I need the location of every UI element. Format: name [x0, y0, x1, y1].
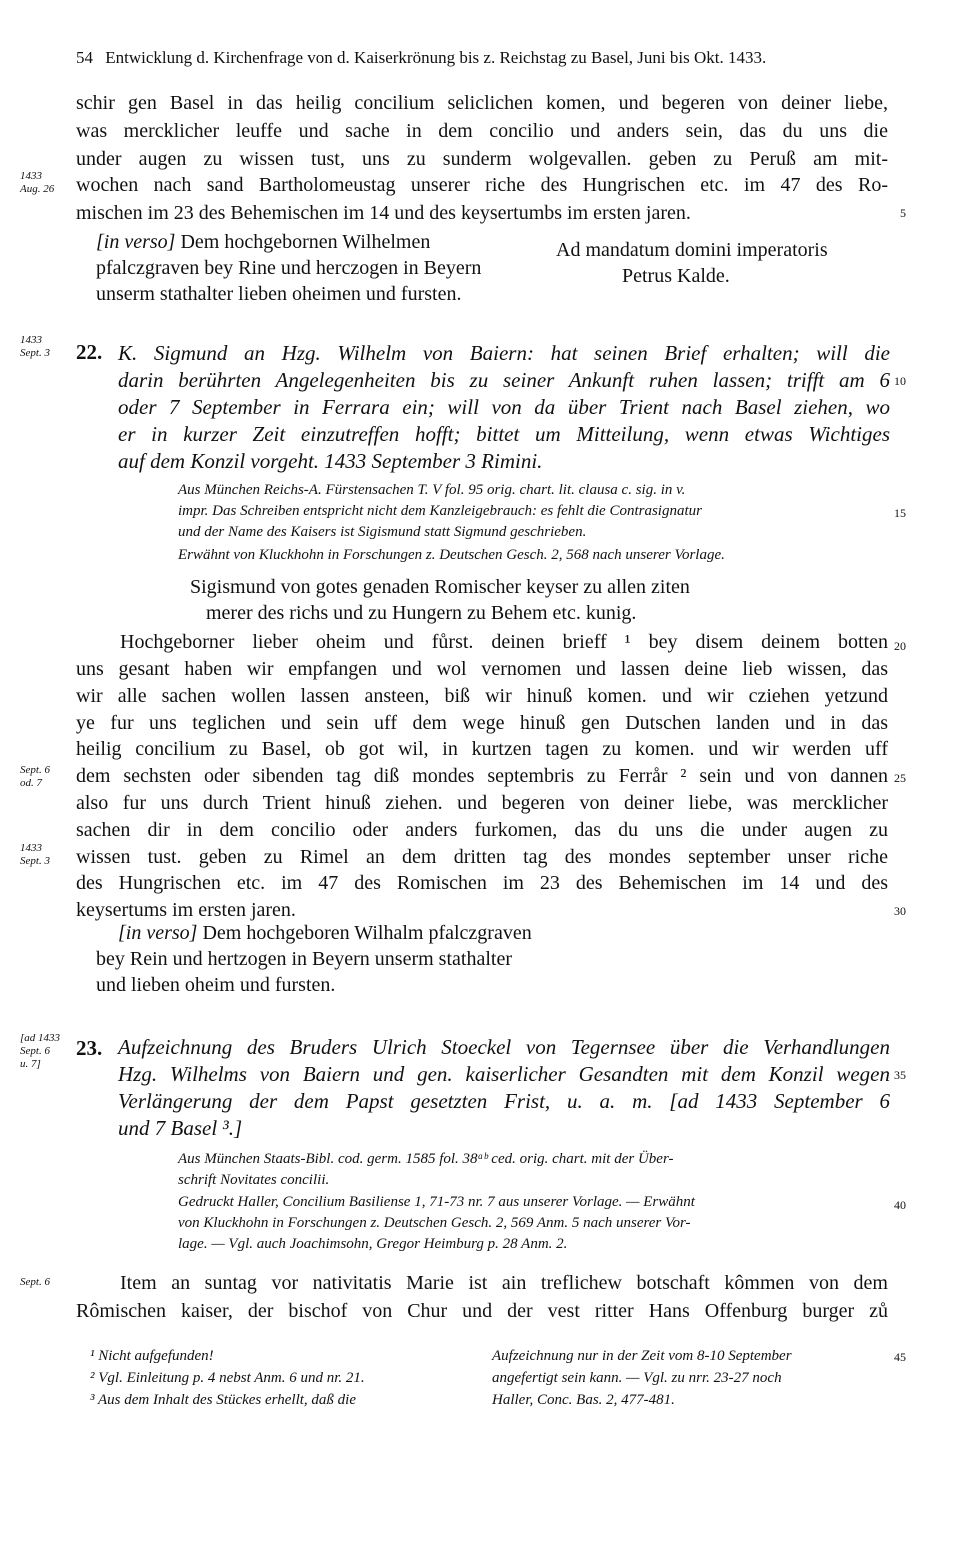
- line-number: 35: [894, 1068, 906, 1082]
- regest-line: darin berührten Angelegenheiten bis zu seiner Ankunft ruhen lassen; trifft am 6: [118, 368, 890, 392]
- source-note: von Kluckhohn in Forschungen z. Deutschen Gesch. 2, 569 Anm. 5 nach unserer Vor-: [178, 1215, 691, 1231]
- regest-line: und 7 Basel ³.]: [118, 1116, 243, 1140]
- source-note: Aus München Staats-Bibl. cod. germ. 1585 fol. 38ᵃᵇ ced. orig. chart. mit der Über-: [178, 1151, 674, 1167]
- footnote: Haller, Conc. Bas. 2, 477-481.: [492, 1392, 675, 1408]
- text-line: Item an suntag vor nativitatis Marie ist ain treflichew botschaft kômmen von dem: [120, 1272, 888, 1294]
- text-line: schir gen Basel in das heilig concilium seliclichen komen, und begeren von deiner liebe,: [76, 92, 888, 114]
- signature: Petrus Kalde.: [622, 265, 730, 287]
- footnote: ³ Aus dem Inhalt des Stückes erhellt, daß die: [90, 1392, 356, 1408]
- page-header: [76, 48, 876, 68]
- text-line: under augen zu wissen tust, uns zu sunderm wolgevallen. geben zu Peruß am mit-: [76, 148, 888, 170]
- text-line: ye fur uns teglichen und sein uff dem wege hinuß gen Dutschen landen und in das: [76, 712, 888, 734]
- verso-block: [in verso] Dem hochgebornen Wilhelmen pfalczgraven bey Rine und herczogen in Beyern unserm stathalter lieben oheimen und fursten.: [96, 231, 482, 305]
- regest-line: oder 7 September in Ferrara ein; will von da über Trient nach Basel ziehen, wo: [118, 395, 890, 419]
- line-number: 15: [894, 506, 906, 520]
- line-number: 30: [894, 904, 906, 918]
- source-note: impr. Das Schreiben entspricht nicht dem Kanzleigebrauch: es fehlt die Contrasignatur: [178, 503, 702, 519]
- source-note: Aus München Reichs-A. Fürstensachen T. V fol. 95 orig. chart. lit. clausa c. sig. in v.: [178, 482, 686, 498]
- margin-date: 1433 Sept. 3: [20, 842, 50, 867]
- margin-date: 1433 Aug. 26: [20, 170, 55, 195]
- margin-date: [ad 1433 Sept. 6 u. 7]: [20, 1032, 61, 1070]
- source-note: und der Name des Kaisers ist Sigismund statt Sigmund geschrieben.: [178, 524, 587, 540]
- mandatum: Ad mandatum domini imperatoris: [556, 239, 828, 261]
- regest-line: Verlängerung der dem Papst gesetzten Frist, u. a. m. [ad 1433 September 6: [118, 1089, 890, 1113]
- text-line: des Hungrischen etc. im 47 des Romischen im 23 des Behemischen im 14 und des: [76, 872, 888, 894]
- regest-line: er in kurzer Zeit einzutreffen hofft; bittet um Mitteilung, wenn etwas Wichtiges: [118, 422, 890, 446]
- text-line: keysertums im ersten jaren.: [76, 899, 296, 921]
- line-number: 5: [900, 206, 906, 220]
- margin-date: 1433 Sept. 3: [20, 334, 50, 359]
- text-line: Rômischen kaiser, der bischof von Chur und der vest ritter Hans Offenburg burger zů: [76, 1300, 888, 1322]
- text-line: dem sechsten oder sibenden tag diß mondes septembris zu Ferrår ² sein und von dannen: [76, 765, 888, 787]
- text-line: wochen nach sand Bartholomeustag unserer riche des Hungrischen etc. im 47 des Ro-: [76, 174, 888, 196]
- text-line: wissen tust. geben zu Rimel an dem dritten tag des mondes september unser riche: [76, 846, 888, 868]
- document-number: 22.: [76, 340, 103, 364]
- line-number: 45: [894, 1350, 906, 1364]
- line-number: 20: [894, 639, 906, 653]
- document-number: 23.: [76, 1036, 103, 1060]
- text-line: heilig concilium zu Basel, ob got wil, in kurtzen tagen zu komen. und wir werden uff: [76, 738, 888, 760]
- text-line: sachen dir in dem concilio oder anders furkomen, das du uns die under augen zu: [76, 819, 888, 841]
- page-number: 54: [76, 48, 93, 67]
- verso-block: [in verso] Dem hochgeboren Wilhalm pfalczgraven: [118, 922, 532, 944]
- source-note: schrift Novitates concilii.: [178, 1172, 330, 1188]
- intitulatio: merer des richs und zu Hungern zu Behem etc. kunig.: [206, 602, 637, 624]
- text-line: was mercklicher leuffe und sache in dem concilio und anders sein, das du uns die: [76, 120, 888, 142]
- regest-line: Aufzeichnung des Bruders Ulrich Stoeckel von Tegernsee über die Verhandlungen: [118, 1035, 890, 1059]
- text-line: mischen im 23 des Behemischen im 14 und des keysertumbs im ersten jaren.: [76, 202, 691, 224]
- intitulatio: Sigismund von gotes genaden Romischer keyser zu allen ziten: [190, 576, 690, 598]
- source-note: Gedruckt Haller, Concilium Basiliense 1, 71-73 nr. 7 aus unserer Vorlage. — Erwähnt: [178, 1194, 695, 1210]
- line-number: 10: [894, 374, 906, 388]
- footnote: ² Vgl. Einleitung p. 4 nebst Anm. 6 und nr. 21.: [90, 1370, 365, 1386]
- text-line: uns gesant haben wir empfangen und wol vernomen und lassen deine lieb wissen, das: [76, 658, 888, 680]
- verso-block: bey Rein und hertzogen in Beyern unserm stathalter und lieben oheim und fursten.: [96, 948, 512, 996]
- source-note: lage. — Vgl. auch Joachimsohn, Gregor Heimburg p. 28 Anm. 2.: [178, 1236, 568, 1252]
- regest-line: auf dem Konzil vorgeht. 1433 September 3 Rimini.: [118, 449, 543, 473]
- source-note: Erwähnt von Kluckhohn in Forschungen z. Deutschen Gesch. 2, 568 nach unserer Vorlage.: [178, 547, 725, 563]
- text-line: wir alle sachen wollen lassen ansteen, biß wir hinuß komen. und wir cziehen yetzund: [76, 685, 888, 707]
- line-number: 25: [894, 771, 906, 785]
- regest-line: K. Sigmund an Hzg. Wilhelm von Baiern: hat seinen Brief erhalten; will die: [118, 341, 890, 365]
- margin-date: Sept. 6: [20, 1276, 50, 1288]
- margin-date: Sept. 6 od. 7: [20, 764, 50, 789]
- text-line: also fur uns durch Trient hinuß ziehen. und begeren von deiner liebe, was mercklicher: [76, 792, 888, 814]
- text-line: Hochgeborner lieber oheim und fůrst. deinen brieff ¹ bey disem deinem botten: [120, 631, 888, 653]
- running-title: Entwicklung d. Kirchenfrage von d. Kaiserkrönung bis z. Reichstag zu Basel, Juni bis Okt. 1433.: [105, 48, 767, 67]
- footnote: angefertigt sein kann. — Vgl. zu nrr. 23-27 noch: [492, 1370, 782, 1386]
- regest-line: Hzg. Wilhelms von Baiern und gen. kaiserlicher Gesandten mit dem Konzil wegen: [118, 1062, 890, 1086]
- footnote: Aufzeichnung nur in der Zeit vom 8-10 September: [492, 1348, 792, 1364]
- line-number: 40: [894, 1198, 906, 1212]
- footnote: ¹ Nicht aufgefunden!: [90, 1348, 214, 1364]
